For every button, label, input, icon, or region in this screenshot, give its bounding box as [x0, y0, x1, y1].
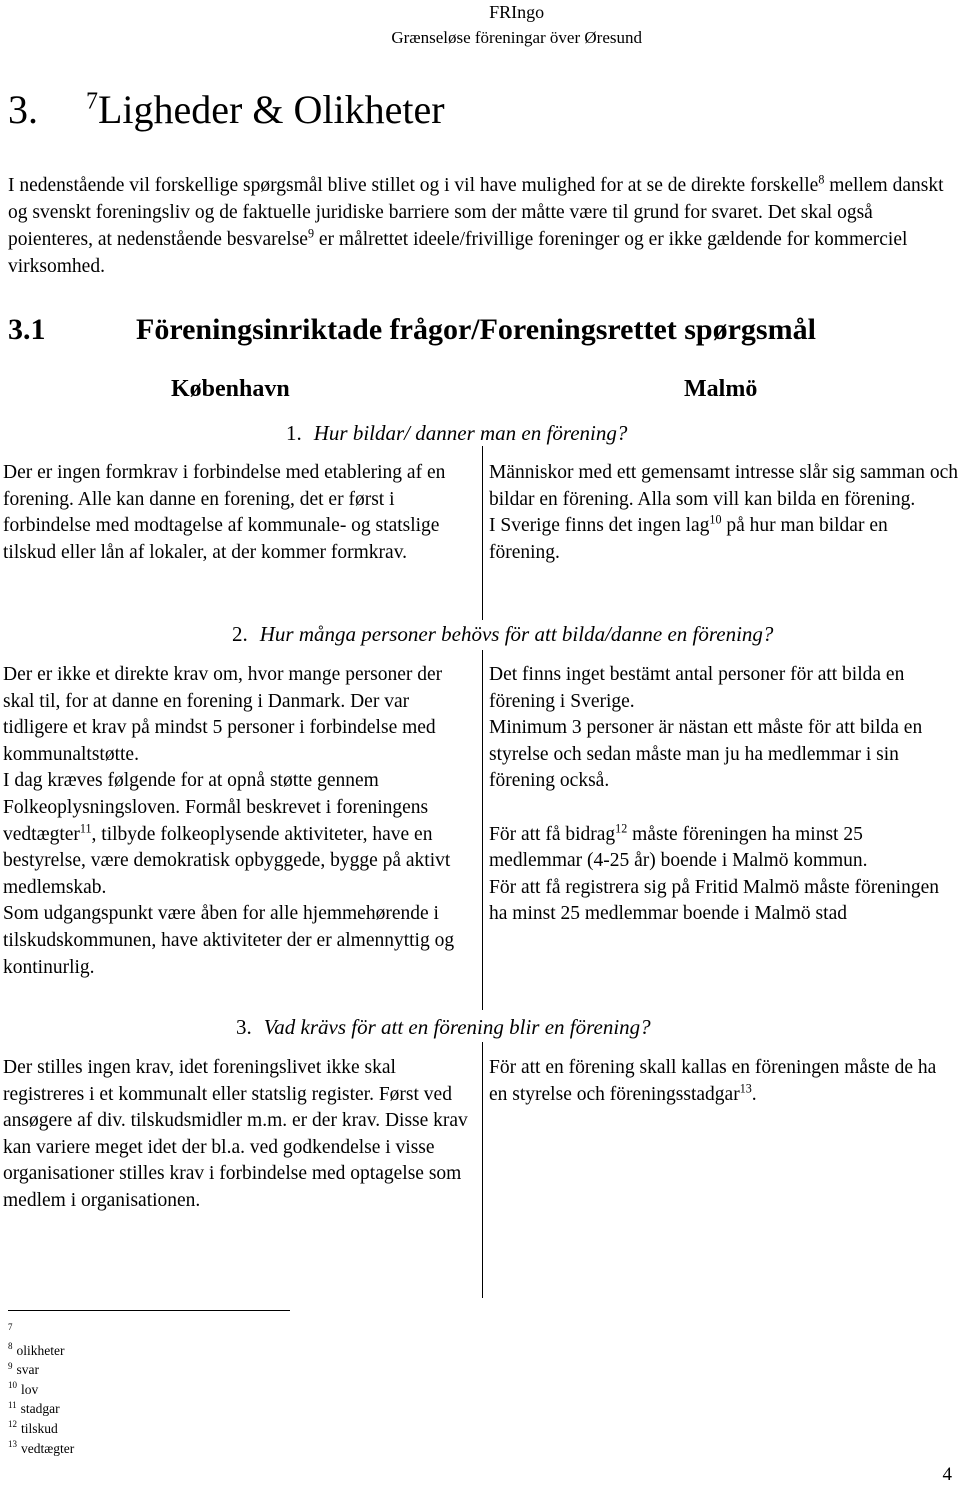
footnote: $^{11}$ stadgar: [8, 1399, 60, 1417]
question-2: [232, 620, 773, 648]
footnote: $^{13}$ vedtægter: [8, 1439, 75, 1456]
answer-text: I dag kræves følgende for at opnå støtte gennem Folkeoplysningsloven. Formål beskrevet i foreningens vedtægter$^{11}$, tilbyde folkeoplysende aktiviteter, have en bestyrelse, være demokratisk opbyggede, bygge på aktivt medlemskab.: [3, 770, 451, 898]
footnote-ref-10: 10: [709, 512, 722, 527]
column-divider: [482, 446, 483, 620]
footnote-ref-9: 9: [307, 226, 314, 241]
answer-text: För att få bidrag$^{12}$ måste föreningen ha minst 25 medlemmar (4-25 år) boende i Malmö kommun.: [489, 821, 868, 872]
footnotes: [8, 1321, 74, 1458]
question-number: 2.: [232, 622, 248, 646]
answer-text: Som udgangspunkt være åben for alle hjemmehørende i tilskudskommunen, have aktiviteter der er almennyttig og kontinurlig.: [3, 903, 455, 978]
footnote-separator: [8, 1310, 290, 1311]
q2-answer-copenhagen: [3, 662, 471, 981]
question-1: [286, 419, 627, 447]
footnote: $^{12}$ tilskud: [8, 1419, 58, 1436]
question-text: Hur bildar/ danner man en förening?: [313, 421, 628, 445]
section-title: Föreningsinriktade frågor/Foreningsrettet spørgsmål: [136, 313, 816, 346]
footnote-ref-13: 13: [739, 1081, 752, 1096]
intro-text-1: I nedenstående vil forskellige spørgsmål blive stillet og i vil have mulighed for at se de direkte forskelle: [8, 175, 819, 196]
chapter-number: 3.: [8, 87, 38, 132]
column-heading-copenhagen: København: [171, 376, 290, 402]
q1-answer-malmo: [489, 460, 959, 566]
column-divider: [482, 1042, 483, 1298]
running-header: [391, 0, 642, 50]
answer-text: Der stilles ingen krav, idet foreningslivet ikke skal registreres i et kommunalt eller statslig register. Først ved ansøgere af div. tilskudsmidler m.m. er der krav. Disse krav kan variere meget idet der bl.a. ved godkendelse i visse organisationer stilles krav i forbindelse med optagelse som medlem i organisationen.: [3, 1057, 468, 1211]
footnote-ref-8: 8: [818, 172, 825, 187]
question-text: Hur många personer behövs för att bilda/danne en förening?: [259, 622, 774, 646]
answer-text: Der er ikke et direkte krav om, hvor mange personer der skal til, for at danne en forening i Danmark. Der var tidligere et krav på mindst 5 personer i forbindelse med kommunaltstøtte.: [3, 664, 443, 765]
footnote: 7: [8, 1321, 13, 1332]
page-number: 4: [942, 1464, 952, 1485]
answer-text: I Sverige finns det ingen lag$^{10}$ på hur man bildar en förening.: [489, 512, 888, 563]
question-number: 3.: [236, 1015, 252, 1039]
footnote-ref-12: 12: [615, 821, 628, 836]
chapter-heading: [8, 86, 445, 134]
q3-answer-malmo: [489, 1055, 959, 1108]
section-heading: [8, 310, 958, 350]
answer-text: Der er ingen formkrav i forbindelse med etablering af en forening. Alle kan danne en forening, det er først i forbindelse med modtagelse af kommunale- og statslige tilskud eller lån af lokaler, at der kommer formkrav.: [3, 462, 446, 563]
question-number: 1.: [286, 421, 302, 445]
chapter-title: Ligheder & Olikheter: [98, 87, 445, 132]
footnote: $^9$ svar: [8, 1360, 39, 1378]
question-text: Vad krävs för att en förening blir en förening?: [263, 1015, 651, 1039]
q2-answer-malmo: [489, 662, 959, 928]
q1-answer-copenhagen: [3, 460, 471, 566]
footnote: $^8$ olikheter: [8, 1341, 65, 1358]
answer-text: För att en förening skall kallas en föreningen måste de ha en styrelse och föreningsstadgar$^{13}$.: [489, 1057, 937, 1105]
footnote: $^{10}$ lov: [8, 1380, 39, 1397]
intro-text-3: er målrettet ideele/frivillige foreninger og er ikke gældende for kommerciel virksomhed.: [8, 229, 908, 277]
header-title: FRIngo: [489, 2, 545, 22]
q3-answer-copenhagen: [3, 1055, 471, 1215]
intro-paragraph: [8, 172, 948, 280]
answer-text: Minimum 3 personer är nästan ett måste för att bilda en styrelse och sedan måste man ju ha medlemmar i sin förening också.: [489, 717, 923, 792]
column-divider: [482, 650, 483, 1010]
answer-text: För att få registrera sig på Fritid Malmö måste föreningen ha minst 25 medlemmar boende i Malmö stad: [489, 876, 940, 925]
header-subtitle: Grænseløse föreningar över Øresund: [391, 28, 642, 47]
section-number: 3.1: [8, 313, 46, 346]
column-heading-malmo: Malmö: [684, 376, 758, 402]
intro-text-2: mellem danskt og svenskt foreningsliv og de faktuelle juridiske barriere som der måtte være til grund for svaret. Det skal også poienteres, at nedenstående besvarelse: [8, 175, 944, 250]
answer-text: Människor med ett gemensamt intresse slår sig samman och bildar en förening. Alla som vill kan bilda en förening.: [489, 462, 958, 510]
footnote-ref-11: 11: [79, 821, 92, 836]
footnote-ref-7: 7: [86, 88, 98, 115]
question-3: [236, 1013, 651, 1041]
answer-text: Det finns inget bestämt antal personer för att bilda en förening i Sverige.: [489, 664, 905, 712]
